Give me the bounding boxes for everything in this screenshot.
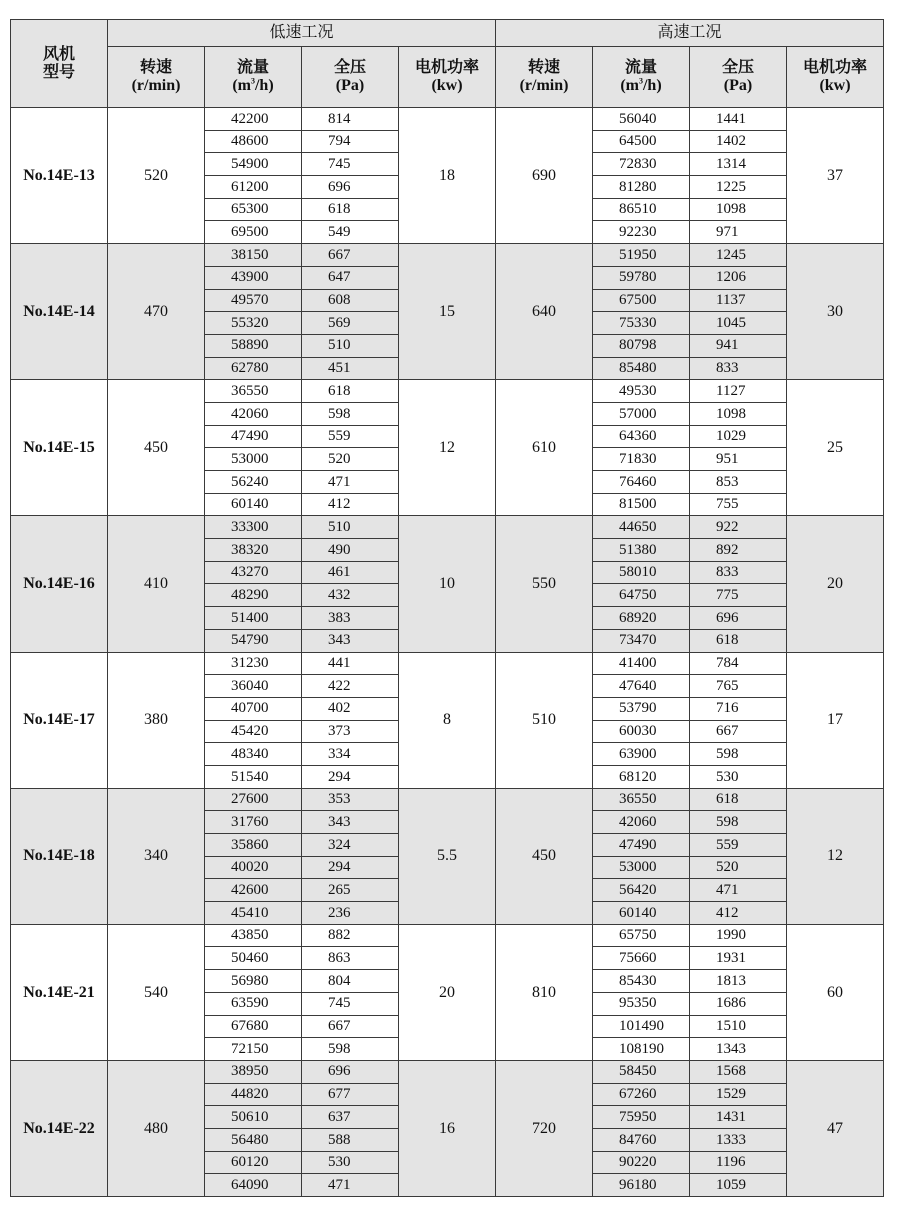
high-pressure-cell: 1441 xyxy=(690,108,787,131)
col-header-low-power: 电机功率 (kw) xyxy=(399,47,496,108)
high-flow-cell: 63900 xyxy=(593,743,690,766)
high-pressure-cell: 1813 xyxy=(690,970,787,993)
low-speed-cell: 520 xyxy=(108,108,205,244)
model-group xyxy=(11,788,884,924)
high-pressure-cell: 618 xyxy=(690,629,787,652)
high-pressure-cell: 1098 xyxy=(690,402,787,425)
low-pressure-cell: 412 xyxy=(302,493,399,516)
low-flow-cell: 31760 xyxy=(205,811,302,834)
low-flow-cell: 45420 xyxy=(205,720,302,743)
high-pressure-cell: 1343 xyxy=(690,1038,787,1061)
low-pressure-cell: 422 xyxy=(302,675,399,698)
low-flow-cell: 51400 xyxy=(205,607,302,630)
high-pressure-cell: 833 xyxy=(690,561,787,584)
low-pressure-cell: 510 xyxy=(302,516,399,539)
high-pressure-cell: 853 xyxy=(690,471,787,494)
low-flow-cell: 55320 xyxy=(205,312,302,335)
col-header-high-flow: 流量 $(m^3/h)$ xyxy=(593,47,690,108)
high-power-cell: 17 xyxy=(787,652,884,788)
low-pressure-cell: 373 xyxy=(302,720,399,743)
low-flow-cell: 36550 xyxy=(205,380,302,403)
high-flow-cell: 49530 xyxy=(593,380,690,403)
low-flow-cell: 38320 xyxy=(205,539,302,562)
model-cell: No.14E-22 xyxy=(11,1060,108,1196)
high-flow-cell: 56040 xyxy=(593,108,690,131)
table-row xyxy=(11,652,884,675)
high-flow-cell: 67500 xyxy=(593,289,690,312)
low-pressure-cell: 294 xyxy=(302,765,399,788)
low-pressure-cell: 402 xyxy=(302,697,399,720)
high-flow-cell: 36550 xyxy=(593,788,690,811)
high-pressure-cell: 667 xyxy=(690,720,787,743)
low-power-cell: 8 xyxy=(399,652,496,788)
high-speed-cell: 510 xyxy=(496,652,593,788)
high-pressure-cell: 716 xyxy=(690,697,787,720)
low-flow-cell: 56980 xyxy=(205,970,302,993)
high-flow-cell: 75660 xyxy=(593,947,690,970)
high-flow-cell: 59780 xyxy=(593,266,690,289)
high-flow-cell: 90220 xyxy=(593,1151,690,1174)
low-flow-cell: 54900 xyxy=(205,153,302,176)
high-pressure-cell: 971 xyxy=(690,221,787,244)
col-header-model xyxy=(11,20,108,108)
low-pressure-cell: 265 xyxy=(302,879,399,902)
low-pressure-cell: 618 xyxy=(302,198,399,221)
low-speed-cell: 450 xyxy=(108,380,205,516)
high-flow-cell: 53790 xyxy=(593,697,690,720)
high-power-cell: 20 xyxy=(787,516,884,652)
low-flow-cell: 43850 xyxy=(205,924,302,947)
low-pressure-cell: 559 xyxy=(302,425,399,448)
high-flow-cell: 85430 xyxy=(593,970,690,993)
col-header-low-flow: 流量 $(m^3/h)$ xyxy=(205,47,302,108)
model-group xyxy=(11,516,884,652)
high-pressure-cell: 1431 xyxy=(690,1106,787,1129)
low-pressure-cell: 677 xyxy=(302,1083,399,1106)
high-pressure-cell: 530 xyxy=(690,765,787,788)
model-group xyxy=(11,652,884,788)
high-flow-cell: 57000 xyxy=(593,402,690,425)
low-flow-cell: 43900 xyxy=(205,266,302,289)
low-pressure-cell: 510 xyxy=(302,334,399,357)
high-pressure-cell: 922 xyxy=(690,516,787,539)
low-flow-cell: 44820 xyxy=(205,1083,302,1106)
low-flow-cell: 27600 xyxy=(205,788,302,811)
low-flow-cell: 64090 xyxy=(205,1174,302,1197)
high-pressure-cell: 1059 xyxy=(690,1174,787,1197)
low-power-cell: 12 xyxy=(399,380,496,516)
high-pressure-cell: 1225 xyxy=(690,176,787,199)
low-pressure-cell: 236 xyxy=(302,902,399,925)
high-flow-cell: 58450 xyxy=(593,1060,690,1083)
low-flow-cell: 56480 xyxy=(205,1128,302,1151)
model-cell: No.14E-17 xyxy=(11,652,108,788)
high-flow-cell: 86510 xyxy=(593,198,690,221)
low-pressure-cell: 569 xyxy=(302,312,399,335)
low-pressure-cell: 794 xyxy=(302,130,399,153)
high-flow-cell: 95350 xyxy=(593,992,690,1015)
high-speed-group-header: 高速工况 xyxy=(496,20,884,47)
high-pressure-cell: 618 xyxy=(690,788,787,811)
low-flow-cell: 48340 xyxy=(205,743,302,766)
table-row xyxy=(11,924,884,947)
high-flow-cell: 44650 xyxy=(593,516,690,539)
low-flow-cell: 45410 xyxy=(205,902,302,925)
low-flow-cell: 35860 xyxy=(205,834,302,857)
high-flow-cell: 75330 xyxy=(593,312,690,335)
model-group xyxy=(11,924,884,1060)
low-flow-cell: 50610 xyxy=(205,1106,302,1129)
table-row xyxy=(11,108,884,131)
low-flow-cell: 53000 xyxy=(205,448,302,471)
high-flow-cell: 41400 xyxy=(593,652,690,675)
high-speed-cell: 550 xyxy=(496,516,593,652)
model-label-line1: 风机 xyxy=(42,45,75,63)
model-label-line2: 型号 xyxy=(42,63,75,81)
high-flow-cell: 76460 xyxy=(593,471,690,494)
table-row xyxy=(11,516,884,539)
high-pressure-cell: 696 xyxy=(690,607,787,630)
low-pressure-cell: 461 xyxy=(302,561,399,584)
low-flow-cell: 42200 xyxy=(205,108,302,131)
high-flow-cell: 80798 xyxy=(593,334,690,357)
low-pressure-cell: 451 xyxy=(302,357,399,380)
high-flow-cell: 58010 xyxy=(593,561,690,584)
low-pressure-cell: 588 xyxy=(302,1128,399,1151)
high-flow-cell: 56420 xyxy=(593,879,690,902)
low-pressure-cell: 598 xyxy=(302,402,399,425)
high-speed-cell: 640 xyxy=(496,244,593,380)
low-pressure-cell: 343 xyxy=(302,811,399,834)
high-speed-cell: 810 xyxy=(496,924,593,1060)
high-pressure-cell: 471 xyxy=(690,879,787,902)
high-pressure-cell: 775 xyxy=(690,584,787,607)
low-flow-cell: 36040 xyxy=(205,675,302,698)
high-flow-cell: 67260 xyxy=(593,1083,690,1106)
low-power-cell: 18 xyxy=(399,108,496,244)
table-row xyxy=(11,1060,884,1083)
model-cell: No.14E-15 xyxy=(11,380,108,516)
high-pressure-cell: 1196 xyxy=(690,1151,787,1174)
low-pressure-cell: 598 xyxy=(302,1038,399,1061)
low-pressure-cell: 353 xyxy=(302,788,399,811)
low-pressure-cell: 520 xyxy=(302,448,399,471)
low-flow-cell: 42600 xyxy=(205,879,302,902)
col-header-high-pressure: 全压 (Pa) xyxy=(690,47,787,108)
high-flow-cell: 75950 xyxy=(593,1106,690,1129)
high-pressure-cell: 1931 xyxy=(690,947,787,970)
high-flow-cell: 73470 xyxy=(593,629,690,652)
low-flow-cell: 56240 xyxy=(205,471,302,494)
low-pressure-cell: 667 xyxy=(302,244,399,267)
low-flow-cell: 67680 xyxy=(205,1015,302,1038)
high-power-cell: 37 xyxy=(787,108,884,244)
low-flow-cell: 60120 xyxy=(205,1151,302,1174)
high-pressure-cell: 559 xyxy=(690,834,787,857)
model-group xyxy=(11,1060,884,1196)
low-flow-cell: 62780 xyxy=(205,357,302,380)
low-flow-cell: 60140 xyxy=(205,493,302,516)
high-pressure-cell: 1137 xyxy=(690,289,787,312)
low-pressure-cell: 530 xyxy=(302,1151,399,1174)
high-pressure-cell: 598 xyxy=(690,743,787,766)
low-speed-cell: 540 xyxy=(108,924,205,1060)
high-power-cell: 47 xyxy=(787,1060,884,1196)
high-pressure-cell: 1510 xyxy=(690,1015,787,1038)
low-speed-group-header: 低速工况 xyxy=(108,20,496,47)
model-cell: No.14E-21 xyxy=(11,924,108,1060)
high-flow-cell: 71830 xyxy=(593,448,690,471)
high-pressure-cell: 1045 xyxy=(690,312,787,335)
low-power-cell: 16 xyxy=(399,1060,496,1196)
low-pressure-cell: 814 xyxy=(302,108,399,131)
low-flow-cell: 38150 xyxy=(205,244,302,267)
low-pressure-cell: 432 xyxy=(302,584,399,607)
low-flow-cell: 33300 xyxy=(205,516,302,539)
low-flow-cell: 63590 xyxy=(205,992,302,1015)
table-row xyxy=(11,788,884,811)
low-power-cell: 5.5 xyxy=(399,788,496,924)
high-flow-cell: 42060 xyxy=(593,811,690,834)
low-flow-cell: 65300 xyxy=(205,198,302,221)
high-flow-cell: 65750 xyxy=(593,924,690,947)
high-flow-cell: 64500 xyxy=(593,130,690,153)
low-pressure-cell: 608 xyxy=(302,289,399,312)
low-pressure-cell: 441 xyxy=(302,652,399,675)
low-pressure-cell: 863 xyxy=(302,947,399,970)
low-flow-cell: 40020 xyxy=(205,856,302,879)
high-flow-cell: 47640 xyxy=(593,675,690,698)
low-speed-cell: 470 xyxy=(108,244,205,380)
low-flow-cell: 61200 xyxy=(205,176,302,199)
high-pressure-cell: 892 xyxy=(690,539,787,562)
low-pressure-cell: 804 xyxy=(302,970,399,993)
high-pressure-cell: 598 xyxy=(690,811,787,834)
low-pressure-cell: 334 xyxy=(302,743,399,766)
low-pressure-cell: 696 xyxy=(302,1060,399,1083)
high-flow-cell: 51950 xyxy=(593,244,690,267)
high-power-cell: 30 xyxy=(787,244,884,380)
low-flow-cell: 38950 xyxy=(205,1060,302,1083)
low-flow-cell: 47490 xyxy=(205,425,302,448)
low-flow-cell: 43270 xyxy=(205,561,302,584)
low-pressure-cell: 618 xyxy=(302,380,399,403)
low-pressure-cell: 549 xyxy=(302,221,399,244)
low-speed-cell: 340 xyxy=(108,788,205,924)
low-pressure-cell: 745 xyxy=(302,992,399,1015)
low-pressure-cell: 471 xyxy=(302,1174,399,1197)
low-pressure-cell: 667 xyxy=(302,1015,399,1038)
high-pressure-cell: 951 xyxy=(690,448,787,471)
low-flow-cell: 50460 xyxy=(205,947,302,970)
high-flow-cell: 53000 xyxy=(593,856,690,879)
model-cell: No.14E-13 xyxy=(11,108,108,244)
table-row xyxy=(11,380,884,403)
high-flow-cell: 84760 xyxy=(593,1128,690,1151)
high-pressure-cell: 1686 xyxy=(690,992,787,1015)
high-pressure-cell: 833 xyxy=(690,357,787,380)
fan-performance-table xyxy=(10,19,884,1197)
high-flow-cell: 96180 xyxy=(593,1174,690,1197)
high-flow-cell: 68920 xyxy=(593,607,690,630)
model-group xyxy=(11,244,884,380)
high-pressure-cell: 1402 xyxy=(690,130,787,153)
high-pressure-cell: 755 xyxy=(690,493,787,516)
high-pressure-cell: 1098 xyxy=(690,198,787,221)
low-flow-cell: 51540 xyxy=(205,765,302,788)
high-pressure-cell: 1990 xyxy=(690,924,787,947)
high-flow-cell: 101490 xyxy=(593,1015,690,1038)
model-cell: No.14E-14 xyxy=(11,244,108,380)
high-power-cell: 12 xyxy=(787,788,884,924)
high-flow-cell: 60030 xyxy=(593,720,690,743)
low-speed-cell: 410 xyxy=(108,516,205,652)
high-pressure-cell: 412 xyxy=(690,902,787,925)
low-pressure-cell: 745 xyxy=(302,153,399,176)
high-flow-cell: 72830 xyxy=(593,153,690,176)
table-row xyxy=(11,244,884,267)
low-flow-cell: 48290 xyxy=(205,584,302,607)
high-pressure-cell: 941 xyxy=(690,334,787,357)
low-pressure-cell: 383 xyxy=(302,607,399,630)
high-flow-cell: 47490 xyxy=(593,834,690,857)
high-pressure-cell: 1029 xyxy=(690,425,787,448)
high-speed-cell: 720 xyxy=(496,1060,593,1196)
high-pressure-cell: 520 xyxy=(690,856,787,879)
low-flow-cell: 49570 xyxy=(205,289,302,312)
col-header-low-speed: 转速 (r/min) xyxy=(108,47,205,108)
high-power-cell: 25 xyxy=(787,380,884,516)
low-flow-cell: 31230 xyxy=(205,652,302,675)
high-flow-cell: 64750 xyxy=(593,584,690,607)
low-power-cell: 15 xyxy=(399,244,496,380)
low-pressure-cell: 324 xyxy=(302,834,399,857)
high-pressure-cell: 1333 xyxy=(690,1128,787,1151)
high-flow-cell: 81500 xyxy=(593,493,690,516)
low-flow-cell: 40700 xyxy=(205,697,302,720)
high-pressure-cell: 765 xyxy=(690,675,787,698)
low-speed-cell: 480 xyxy=(108,1060,205,1196)
high-speed-cell: 610 xyxy=(496,380,593,516)
low-flow-cell: 72150 xyxy=(205,1038,302,1061)
model-cell: No.14E-16 xyxy=(11,516,108,652)
low-pressure-cell: 471 xyxy=(302,471,399,494)
high-pressure-cell: 1314 xyxy=(690,153,787,176)
low-pressure-cell: 696 xyxy=(302,176,399,199)
high-pressure-cell: 1245 xyxy=(690,244,787,267)
low-power-cell: 10 xyxy=(399,516,496,652)
high-flow-cell: 68120 xyxy=(593,765,690,788)
col-header-high-power: 电机功率 (kw) xyxy=(787,47,884,108)
high-pressure-cell: 1127 xyxy=(690,380,787,403)
high-flow-cell: 60140 xyxy=(593,902,690,925)
low-pressure-cell: 637 xyxy=(302,1106,399,1129)
model-group xyxy=(11,380,884,516)
low-pressure-cell: 647 xyxy=(302,266,399,289)
low-power-cell: 20 xyxy=(399,924,496,1060)
low-flow-cell: 69500 xyxy=(205,221,302,244)
low-pressure-cell: 294 xyxy=(302,856,399,879)
high-flow-cell: 92230 xyxy=(593,221,690,244)
high-flow-cell: 51380 xyxy=(593,539,690,562)
high-pressure-cell: 784 xyxy=(690,652,787,675)
high-flow-cell: 85480 xyxy=(593,357,690,380)
high-speed-cell: 450 xyxy=(496,788,593,924)
high-pressure-cell: 1568 xyxy=(690,1060,787,1083)
low-flow-cell: 58890 xyxy=(205,334,302,357)
col-header-high-speed: 转速 (r/min) xyxy=(496,47,593,108)
model-cell: No.14E-18 xyxy=(11,788,108,924)
high-flow-cell: 81280 xyxy=(593,176,690,199)
model-group xyxy=(11,108,884,244)
high-speed-cell: 690 xyxy=(496,108,593,244)
low-pressure-cell: 882 xyxy=(302,924,399,947)
low-flow-cell: 48600 xyxy=(205,130,302,153)
col-header-low-pressure: 全压 (Pa) xyxy=(302,47,399,108)
low-flow-cell: 42060 xyxy=(205,402,302,425)
high-flow-cell: 108190 xyxy=(593,1038,690,1061)
low-pressure-cell: 490 xyxy=(302,539,399,562)
low-pressure-cell: 343 xyxy=(302,629,399,652)
low-speed-cell: 380 xyxy=(108,652,205,788)
high-power-cell: 60 xyxy=(787,924,884,1060)
high-flow-cell: 64360 xyxy=(593,425,690,448)
high-pressure-cell: 1206 xyxy=(690,266,787,289)
high-pressure-cell: 1529 xyxy=(690,1083,787,1106)
low-flow-cell: 54790 xyxy=(205,629,302,652)
